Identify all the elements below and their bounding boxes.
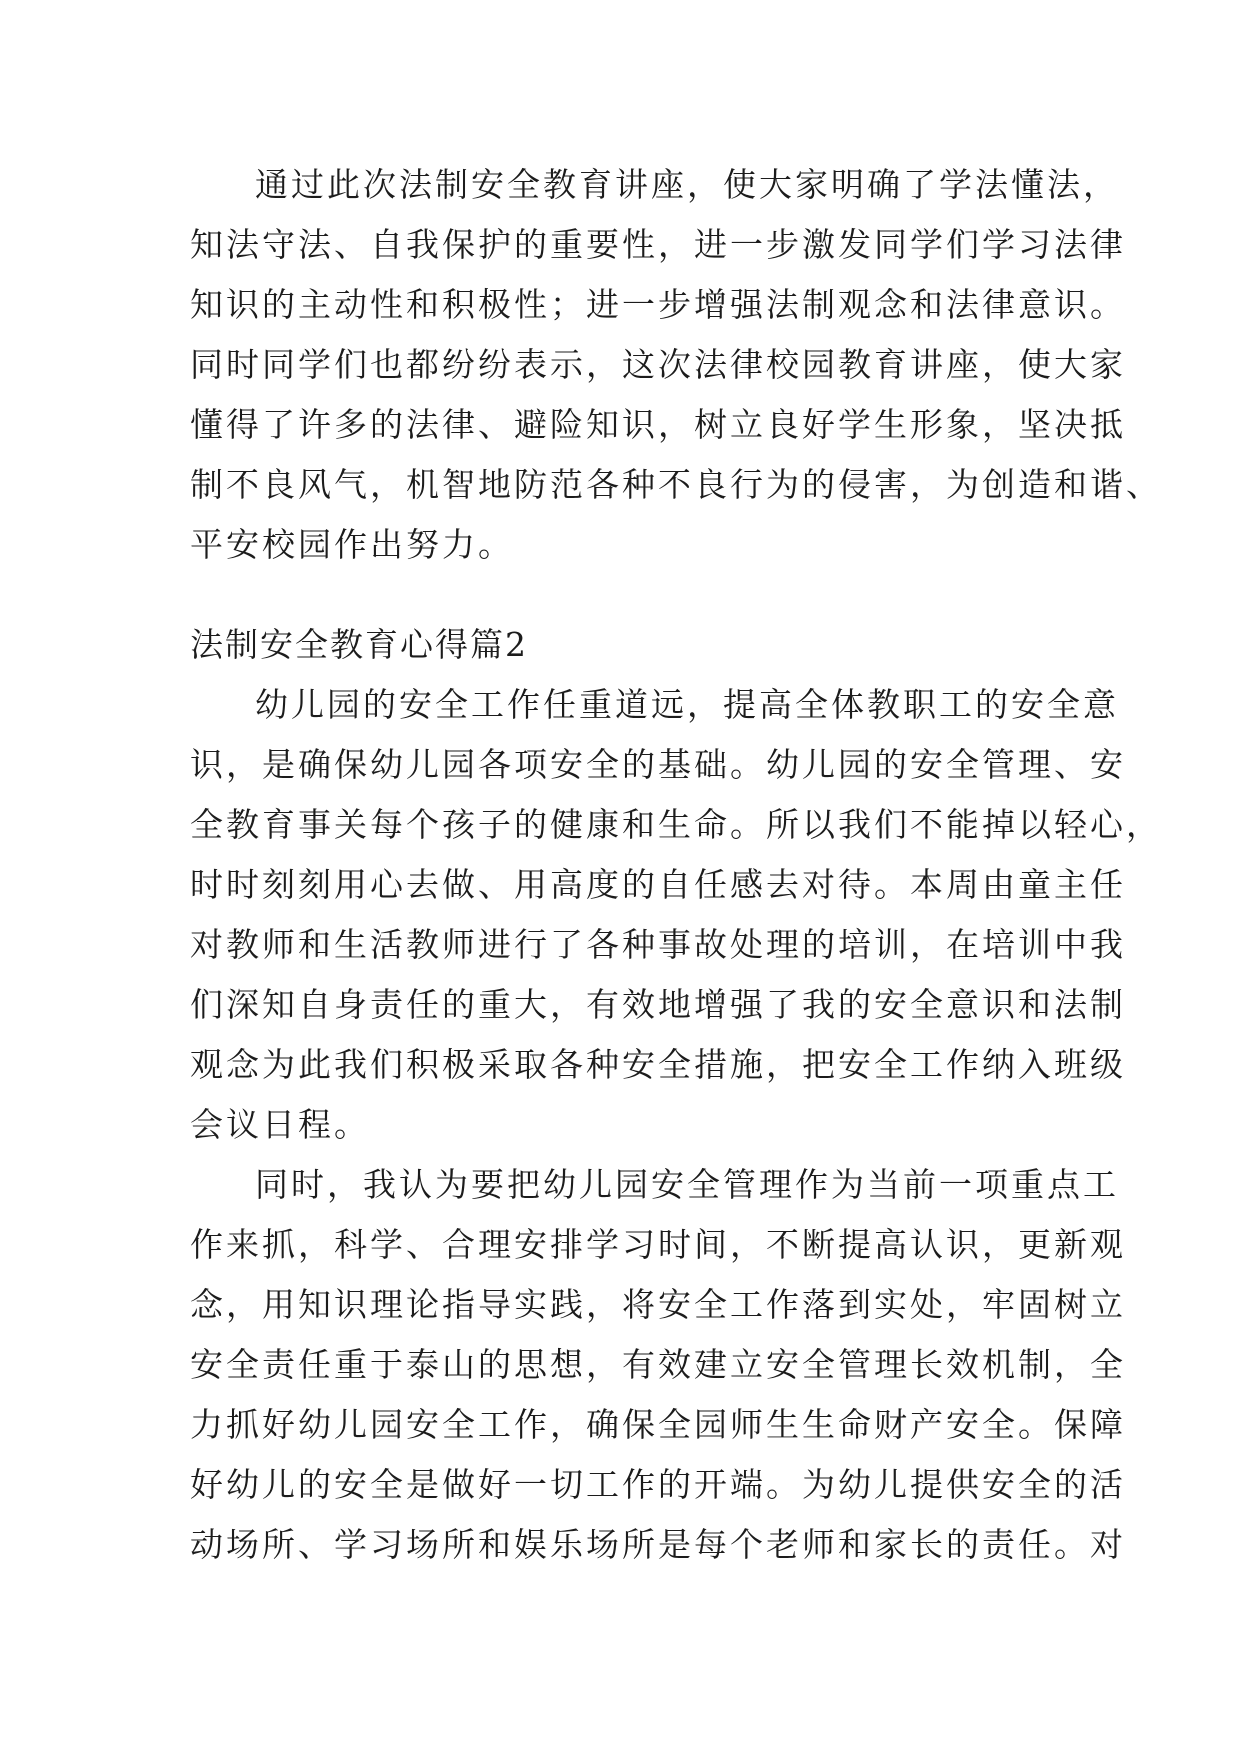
paragraph-line: 知法守法、自我保护的重要性，进一步激发同学们学习法律 bbox=[190, 225, 1126, 264]
paragraph-line: 念，用知识理论指导实践，将安全工作落到实处，牢固树立 bbox=[190, 1285, 1126, 1324]
paragraph-line: 同时同学们也都纷纷表示，这次法律校园教育讲座，使大家 bbox=[190, 345, 1126, 384]
paragraph-line: 平安校园作出努力。 bbox=[190, 525, 514, 564]
paragraph-line: 幼儿园的安全工作任重道远，提高全体教职工的安全意 bbox=[255, 685, 1119, 724]
paragraph-line: 观念为此我们积极采取各种安全措施，把安全工作纳入班级 bbox=[190, 1045, 1126, 1084]
paragraph-line: 识，是确保幼儿园各项安全的基础。幼儿园的安全管理、安 bbox=[190, 745, 1126, 784]
paragraph-line: 时时刻刻用心去做、用高度的自任感去对待。本周由童主任 bbox=[190, 865, 1126, 904]
paragraph-line: 全教育事关每个孩子的健康和生命。所以我们不能掉以轻心， bbox=[190, 805, 1162, 844]
section-heading: 法制安全教育心得篇2 bbox=[190, 625, 528, 664]
paragraph-line: 安全责任重于泰山的思想，有效建立安全管理长效机制，全 bbox=[190, 1345, 1126, 1384]
paragraph-line: 通过此次法制安全教育讲座，使大家明确了学法懂法， bbox=[255, 165, 1119, 204]
paragraph-line: 懂得了许多的法律、避险知识，树立良好学生形象，坚决抵 bbox=[190, 405, 1126, 444]
paragraph-line: 力抓好幼儿园安全工作，确保全园师生生命财产安全。保障 bbox=[190, 1405, 1126, 1444]
paragraph-line: 们深知自身责任的重大，有效地增强了我的安全意识和法制 bbox=[190, 985, 1126, 1024]
paragraph-line: 好幼儿的安全是做好一切工作的开端。为幼儿提供安全的活 bbox=[190, 1465, 1126, 1504]
paragraph-line: 会议日程。 bbox=[190, 1105, 370, 1144]
paragraph-line: 动场所、学习场所和娱乐场所是每个老师和家长的责任。对 bbox=[190, 1525, 1126, 1564]
paragraph-line: 对教师和生活教师进行了各种事故处理的培训，在培训中我 bbox=[190, 925, 1126, 964]
paragraph-line: 作来抓，科学、合理安排学习时间，不断提高认识，更新观 bbox=[190, 1225, 1126, 1264]
paragraph-line: 制不良风气，机智地防范各种不良行为的侵害，为创造和谐、 bbox=[190, 465, 1162, 504]
paragraph-line: 知识的主动性和积极性；进一步增强法制观念和法律意识。 bbox=[190, 285, 1126, 324]
paragraph-line: 同时，我认为要把幼儿园安全管理作为当前一项重点工 bbox=[255, 1165, 1119, 1204]
